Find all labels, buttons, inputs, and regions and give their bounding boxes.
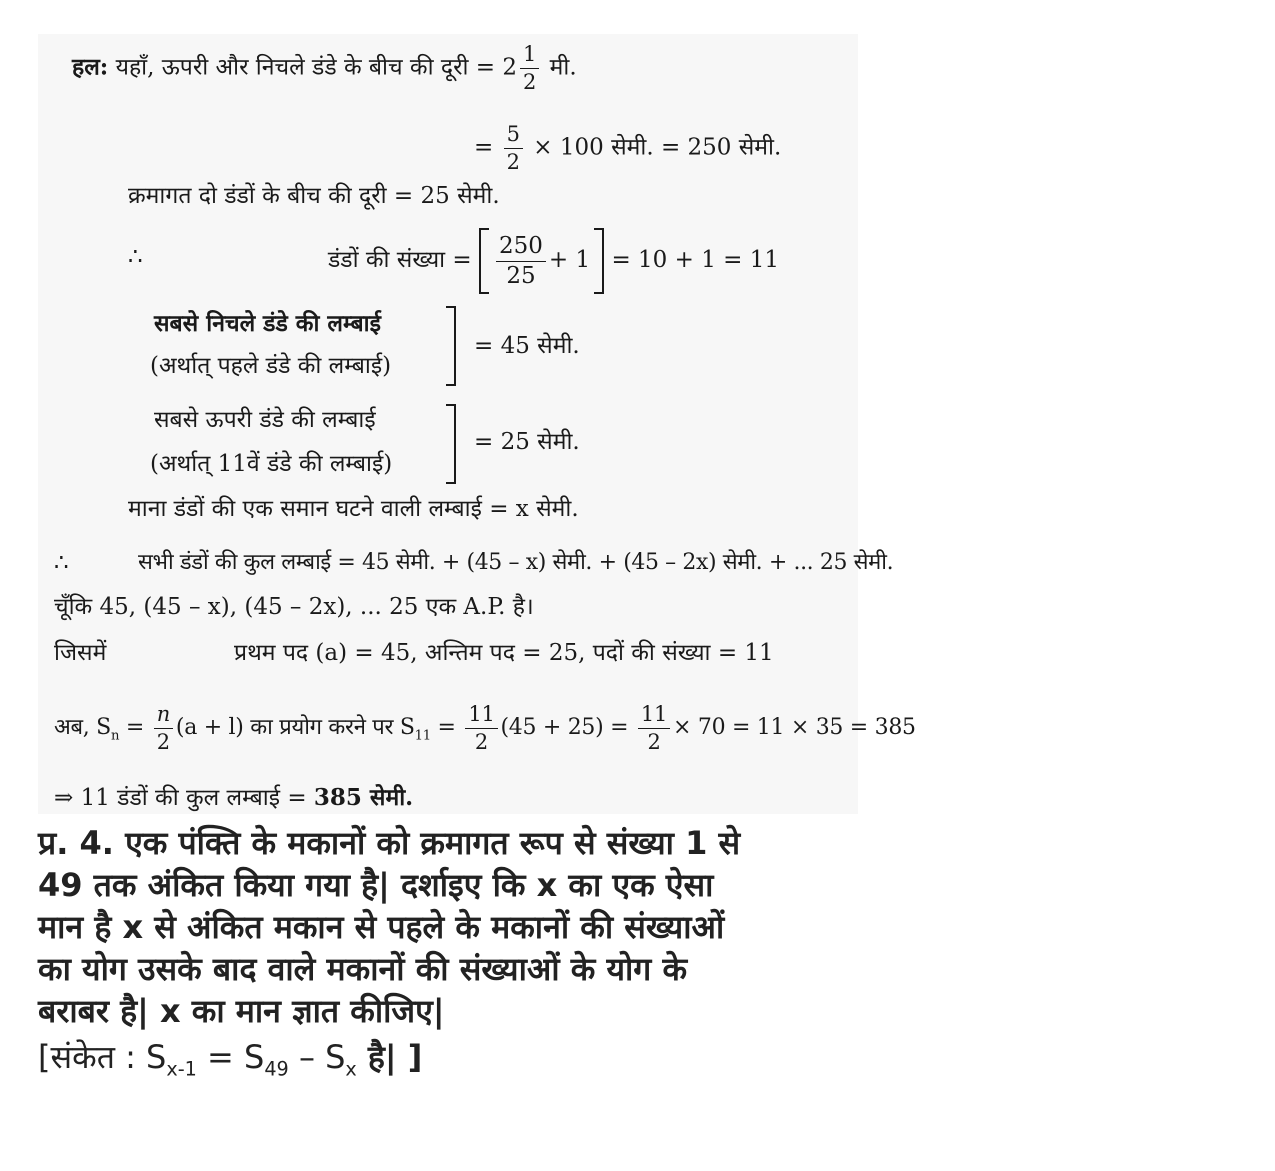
final-value: 385 सेमी. [313, 784, 414, 811]
ab-eq: = [125, 715, 144, 740]
question-line-5: बराबर है| x का मान ज्ञात कीजिए| [38, 992, 445, 1030]
sum-formula-line [54, 702, 916, 762]
rung-count-fraction: $\frac{250}{25}$ [496, 235, 546, 288]
ab-sub2: 11 [414, 728, 431, 744]
equals-sign: = [474, 134, 494, 161]
top-rung-line-2: (अर्थात् 11वें डंडे की लम्बाई) [150, 451, 393, 477]
question-line-2: 49 तक अंकित किया गया है| दर्शाइए कि x का एक ऐसा [38, 866, 714, 904]
hint-eq: = S [196, 1038, 265, 1076]
ab-sub: n [110, 728, 120, 744]
uniform-decrease-line: माना डंडों की एक समान घटने वाली लम्बाई = x सेमी. [128, 496, 579, 522]
bottom-rung-brace [446, 306, 456, 386]
question-line-3: मान है x से अंकित मकान से पहले के मकानों की संख्याओं [38, 908, 725, 946]
solution-line-2 [474, 124, 781, 173]
therefore-symbol-2: ∴ [54, 550, 69, 576]
bottom-rung-value: = 45 सेमी. [474, 333, 580, 359]
hint-open: [संकेत : S [38, 1038, 167, 1076]
final-result-line [54, 784, 413, 812]
bottom-rung-line-1: सबसे निचले डंडे की लम्बाई [154, 310, 381, 337]
line2-rest: × 100 सेमी. = 250 सेमी. [533, 134, 782, 161]
top-rung-brace [446, 404, 456, 484]
bottom-rung-line-2: (अर्थात् पहले डंडे की लम्बाई) [150, 353, 392, 379]
line2-fraction: $\frac{5}{2}$ [504, 124, 523, 173]
top-rung-line-1: सबसे ऊपरी डंडे की लम्बाई [154, 407, 376, 433]
rung-count-result: = 10 + 1 = 11 [611, 247, 779, 273]
ab-eq2: = [437, 715, 456, 740]
jisme-label: जिसमें [54, 640, 107, 666]
ab-mid2: (45 + 25) = [500, 715, 629, 740]
eleven-over-2-fraction-2: $\frac{11}{2}$ [638, 704, 670, 753]
solution-line-3: क्रमागत दो डंडों के बीच की दूरी = 25 सेमी. [128, 183, 500, 209]
right-bracket [594, 228, 604, 294]
question-line-4: का योग उसके बाद वाले मकानों की संख्याओं के योग के [38, 950, 688, 988]
ab-label: अब, S [54, 715, 111, 740]
eleven-over-2-fraction: $\frac{11}{2}$ [465, 704, 497, 753]
hint-sub1: x-1 [166, 1057, 197, 1081]
implies-arrow: ⇒ [54, 785, 74, 811]
plus-one: + 1 [548, 247, 591, 273]
top-rung-value: = 25 सेमी. [474, 429, 580, 455]
left-bracket [479, 228, 489, 294]
question-hint [38, 1036, 868, 1090]
ap-line: चूँकि 45, (45 – x), (45 – 2x), ... 25 एक A.P. है। [54, 594, 534, 620]
line1-fraction: $\frac{1}{2}$ [520, 44, 539, 93]
final-text: 11 डंडों की कुल लम्बाई = [80, 785, 307, 811]
ab-end: × 70 = 11 × 35 = 385 [673, 715, 916, 740]
line1-text: यहाँ, ऊपरी और निचले डंडे के बीच की दूरी = 2 [115, 54, 517, 81]
solution-line-4 [328, 228, 779, 294]
hint-sub3: x [345, 1057, 357, 1081]
rung-count-label: डंडों की संख्या = [328, 247, 472, 273]
hint-close: है| ] [356, 1038, 423, 1076]
hint-sub2: 49 [264, 1057, 289, 1081]
n-over-2-fraction: $\frac{n}{2}$ [154, 704, 173, 753]
line1-unit: मी. [549, 54, 577, 81]
solution-line-1 [72, 44, 577, 93]
hal-label: हल: [72, 53, 109, 81]
total-length-line: सभी डंडों की कुल लम्बाई = 45 सेमी. + (45 – x) सेमी. + (45 – 2x) सेमी. + ... 25 सेमी. [138, 550, 894, 575]
ab-mid: (a + l) का प्रयोग करने पर S [175, 715, 415, 740]
therefore-symbol: ∴ [128, 244, 143, 270]
hint-minus: – S [288, 1038, 346, 1076]
terms-line: प्रथम पद (a) = 45, अन्तिम पद = 25, पदों की संख्या = 11 [234, 640, 774, 666]
question-line-1: प्र. 4. एक पंक्ति के मकानों को क्रमागत रूप से संख्या 1 से [38, 824, 741, 862]
